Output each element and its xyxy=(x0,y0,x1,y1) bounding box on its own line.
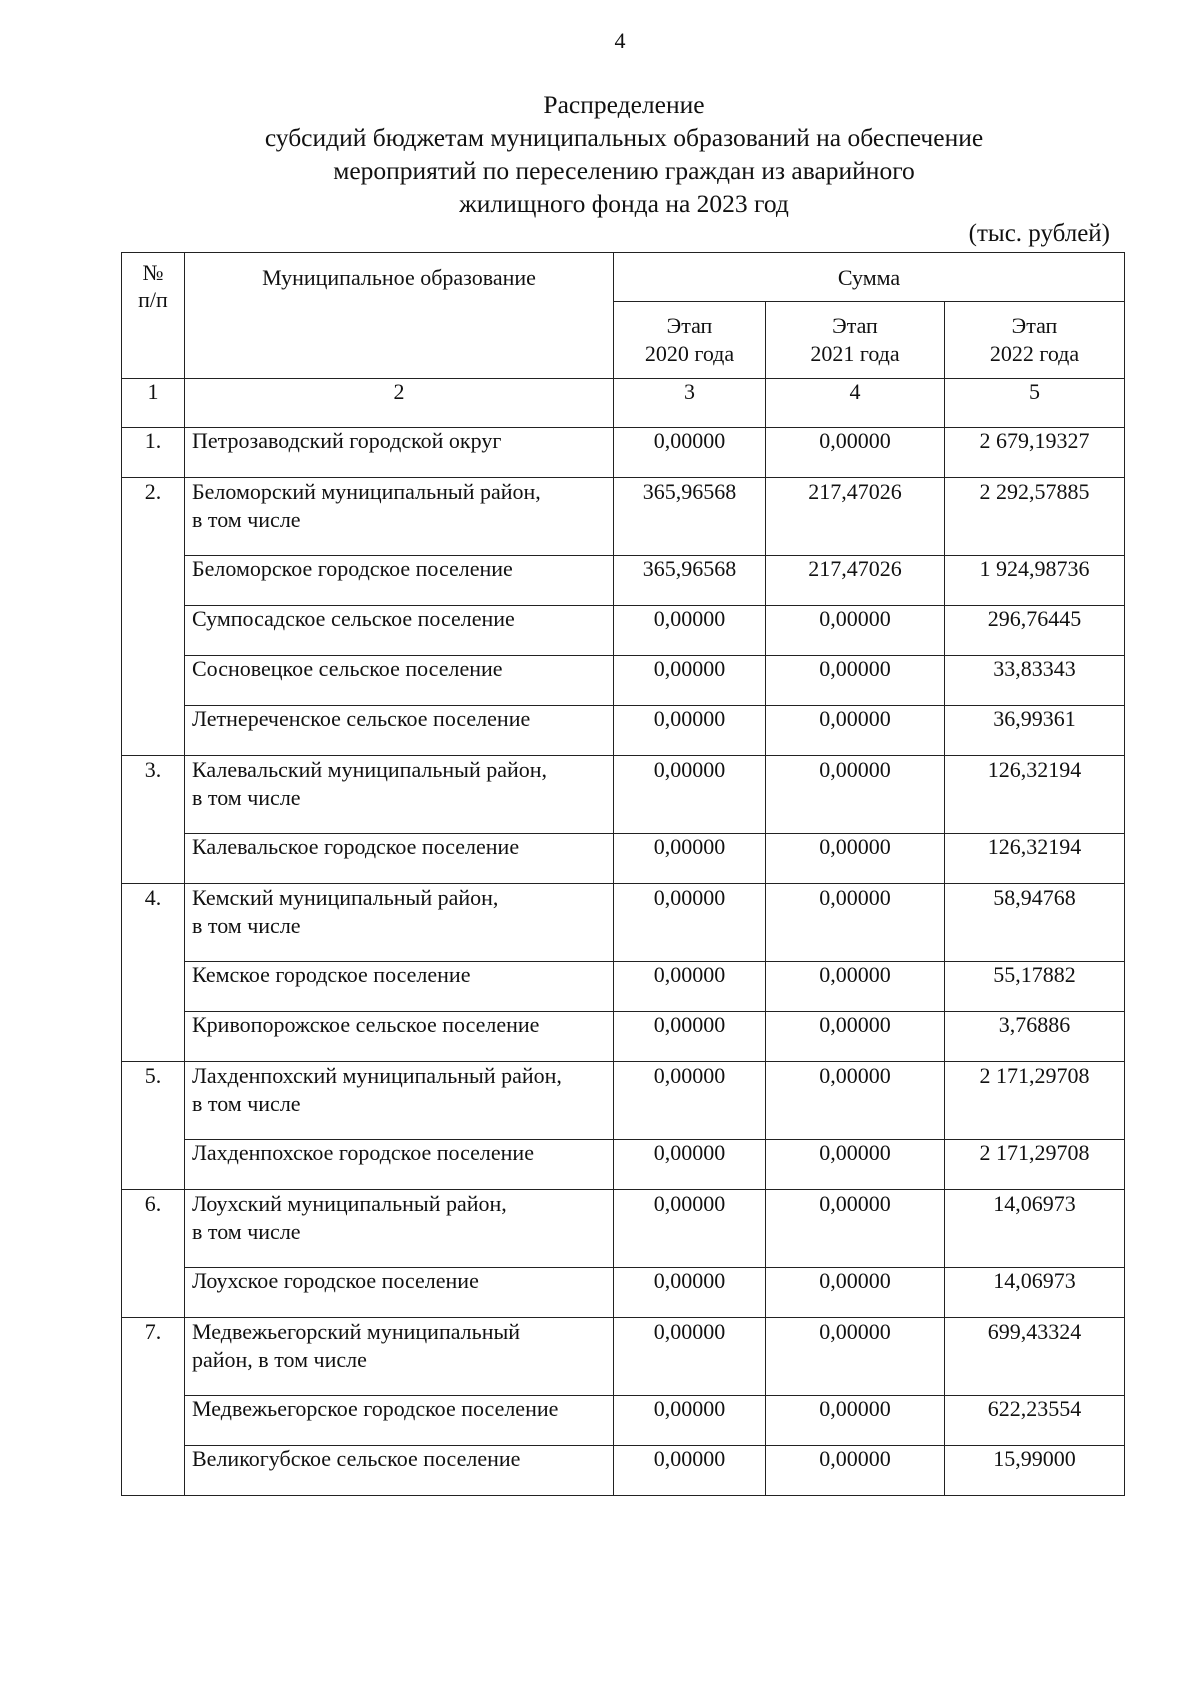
amount-stage-2021: 0,00000 xyxy=(766,1190,945,1268)
table-subrow xyxy=(122,1140,1125,1190)
subsidy-table xyxy=(121,252,1125,1496)
table-row xyxy=(122,478,1125,556)
header-stage-2021 xyxy=(766,302,945,379)
header-stage-2021-line1: Этап xyxy=(832,313,878,338)
amount-stage-2022: 14,06973 xyxy=(945,1268,1125,1318)
amount-stage-2021: 0,00000 xyxy=(766,1012,945,1062)
amount-stage-2022: 699,43324 xyxy=(945,1318,1125,1396)
amount-stage-2022: 2 171,29708 xyxy=(945,1140,1125,1190)
table-subrow xyxy=(122,606,1125,656)
amount-stage-2021: 0,00000 xyxy=(766,834,945,884)
amount-stage-2020: 0,00000 xyxy=(614,884,766,962)
table-subrow xyxy=(122,1446,1125,1496)
page-number: 4 xyxy=(614,28,626,53)
header-stage-2022-line2: 2022 года xyxy=(989,341,1080,366)
amount-stage-2022: 36,99361 xyxy=(945,706,1125,756)
row-number: 6. xyxy=(122,1190,185,1318)
amount-stage-2022: 622,23554 xyxy=(945,1396,1125,1446)
table-subrow xyxy=(122,1396,1125,1446)
municipality-name-line1: Беломорский муниципальный район, xyxy=(192,479,541,504)
title-line-4: жилищного фонда на 2023 год xyxy=(459,189,789,218)
municipality-name-line1: Калевальский муниципальный район, xyxy=(192,757,548,782)
amount-stage-2021: 0,00000 xyxy=(766,884,945,962)
header-stage-2020-line2: 2020 года xyxy=(644,341,735,366)
municipality-name-line2: район, в том числе xyxy=(192,1347,367,1372)
settlement-name: Лоухское городское поселение xyxy=(185,1268,614,1318)
table-subrow xyxy=(122,656,1125,706)
municipality-name xyxy=(185,478,614,556)
row-number: 5. xyxy=(122,1062,185,1190)
settlement-name: Сосновецкое сельское поселение xyxy=(185,656,614,706)
table-subrow xyxy=(122,556,1125,606)
table-row xyxy=(122,884,1125,962)
amount-stage-2022: 14,06973 xyxy=(945,1190,1125,1268)
municipality-name-line2: в том числе xyxy=(192,1219,301,1244)
row-number: 2. xyxy=(122,478,185,756)
settlement-name: Кривопорожское сельское поселение xyxy=(185,1012,614,1062)
column-number: 1 xyxy=(122,379,185,428)
header-num-abbr: п/п xyxy=(138,287,168,312)
amount-stage-2020: 0,00000 xyxy=(614,756,766,834)
amount-stage-2022: 126,32194 xyxy=(945,756,1125,834)
amount-stage-2020: 0,00000 xyxy=(614,1012,766,1062)
header-stage-2022-line1: Этап xyxy=(1011,313,1058,338)
amount-stage-2021: 0,00000 xyxy=(766,656,945,706)
municipality-name xyxy=(185,428,614,478)
municipality-name-line2: в том числе xyxy=(192,507,301,532)
amount-stage-2020: 0,00000 xyxy=(614,1396,766,1446)
column-number: 5 xyxy=(945,379,1125,428)
municipality-name xyxy=(185,1062,614,1140)
table-subrow xyxy=(122,1268,1125,1318)
amount-stage-2020: 0,00000 xyxy=(614,1446,766,1496)
amount-stage-2021: 217,47026 xyxy=(766,478,945,556)
column-number: 4 xyxy=(766,379,945,428)
amount-stage-2021: 0,00000 xyxy=(766,1140,945,1190)
amount-stage-2020: 365,96568 xyxy=(614,556,766,606)
table-row xyxy=(122,1318,1125,1396)
municipality-name xyxy=(185,884,614,962)
amount-stage-2022: 2 171,29708 xyxy=(945,1062,1125,1140)
amount-stage-2021: 0,00000 xyxy=(766,1062,945,1140)
amount-stage-2020: 0,00000 xyxy=(614,962,766,1012)
amount-stage-2020: 0,00000 xyxy=(614,1268,766,1318)
header-sum: Сумма xyxy=(614,253,1125,302)
row-number: 3. xyxy=(122,756,185,884)
municipality-name-line2: в том числе xyxy=(192,913,301,938)
column-numbers-row xyxy=(122,379,1125,428)
amount-stage-2020: 0,00000 xyxy=(614,834,766,884)
amount-stage-2021: 0,00000 xyxy=(766,1318,945,1396)
amount-stage-2020: 0,00000 xyxy=(614,1318,766,1396)
table-subrow xyxy=(122,962,1125,1012)
amount-stage-2021: 0,00000 xyxy=(766,1396,945,1446)
amount-stage-2022: 3,76886 xyxy=(945,1012,1125,1062)
row-number: 1. xyxy=(122,428,185,478)
amount-stage-2020: 0,00000 xyxy=(614,1062,766,1140)
settlement-name: Калевальское городское поселение xyxy=(185,834,614,884)
header-stage-2021-line2: 2021 года xyxy=(810,341,900,366)
amount-stage-2021: 217,47026 xyxy=(766,556,945,606)
table-subrow xyxy=(122,1012,1125,1062)
settlement-name: Кемское городское поселение xyxy=(185,962,614,1012)
settlement-name: Великогубское сельское поселение xyxy=(185,1446,614,1496)
municipality-name-line2: в том числе xyxy=(192,785,301,810)
amount-stage-2021: 0,00000 xyxy=(766,1446,945,1496)
row-number: 7. xyxy=(122,1318,185,1496)
amount-stage-2021: 0,00000 xyxy=(766,428,945,478)
header-stage-2020 xyxy=(614,302,766,379)
amount-stage-2021: 0,00000 xyxy=(766,1268,945,1318)
amount-stage-2022: 126,32194 xyxy=(945,834,1125,884)
amount-stage-2022: 15,99000 xyxy=(945,1446,1125,1496)
column-number: 2 xyxy=(185,379,614,428)
header-municipality: Муниципальное образование xyxy=(185,253,614,379)
municipality-name xyxy=(185,756,614,834)
table-row xyxy=(122,756,1125,834)
municipality-name-line1: Лахденпохский муниципальный район, xyxy=(192,1063,562,1088)
municipality-name xyxy=(185,1318,614,1396)
table-row xyxy=(122,1062,1125,1140)
settlement-name: Сумпосадское сельское поселение xyxy=(185,606,614,656)
amount-stage-2021: 0,00000 xyxy=(766,756,945,834)
settlement-name: Лахденпохское городское поселение xyxy=(185,1140,614,1190)
amount-stage-2022: 58,94768 xyxy=(945,884,1125,962)
amount-stage-2020: 0,00000 xyxy=(614,1190,766,1268)
amount-stage-2021: 0,00000 xyxy=(766,706,945,756)
table-subrow xyxy=(122,706,1125,756)
amount-stage-2020: 0,00000 xyxy=(614,656,766,706)
amount-stage-2022: 33,83343 xyxy=(945,656,1125,706)
amount-stage-2022: 55,17882 xyxy=(945,962,1125,1012)
amount-stage-2022: 2 292,57885 xyxy=(945,478,1125,556)
title-line-1: Распределение xyxy=(543,90,705,119)
settlement-name: Беломорское городское поселение xyxy=(185,556,614,606)
header-stage-2020-line1: Этап xyxy=(666,313,713,338)
municipality-name-line2: в том числе xyxy=(192,1091,301,1116)
amount-stage-2021: 0,00000 xyxy=(766,962,945,1012)
amount-stage-2020: 0,00000 xyxy=(614,606,766,656)
amount-stage-2022: 1 924,98736 xyxy=(945,556,1125,606)
title-line-2: субсидий бюджетам муниципальных образований на обеспечение xyxy=(264,123,984,152)
amount-stage-2020: 0,00000 xyxy=(614,1140,766,1190)
header-num-symbol: № xyxy=(142,260,164,285)
amount-stage-2022: 296,76445 xyxy=(945,606,1125,656)
settlement-name: Летнереченское сельское поселение xyxy=(185,706,614,756)
amount-stage-2021: 0,00000 xyxy=(766,606,945,656)
municipality-name xyxy=(185,1190,614,1268)
header-num xyxy=(122,253,185,379)
row-number: 4. xyxy=(122,884,185,1062)
municipality-name-line1: Петрозаводский городской округ xyxy=(192,428,502,453)
units-label: (тыс. рублей) xyxy=(968,220,1110,247)
table-subrow xyxy=(122,834,1125,884)
settlement-name: Медвежьегорское городское поселение xyxy=(185,1396,614,1446)
amount-stage-2020: 0,00000 xyxy=(614,706,766,756)
municipality-name-line1: Медвежьегорский муниципальный xyxy=(192,1319,521,1344)
amount-stage-2020: 0,00000 xyxy=(614,428,766,478)
amount-stage-2022: 2 679,19327 xyxy=(945,428,1125,478)
municipality-name-line1: Кемский муниципальный район, xyxy=(192,885,499,910)
amount-stage-2020: 365,96568 xyxy=(614,478,766,556)
municipality-name-line1: Лоухский муниципальный район, xyxy=(192,1191,507,1216)
title-line-3: мероприятий по переселению граждан из аварийного xyxy=(333,156,915,185)
document-title xyxy=(0,88,1200,220)
table-header-row xyxy=(122,253,1125,302)
header-stage-2022 xyxy=(945,302,1125,379)
table-row xyxy=(122,1190,1125,1268)
table-row xyxy=(122,428,1125,478)
column-number: 3 xyxy=(614,379,766,428)
